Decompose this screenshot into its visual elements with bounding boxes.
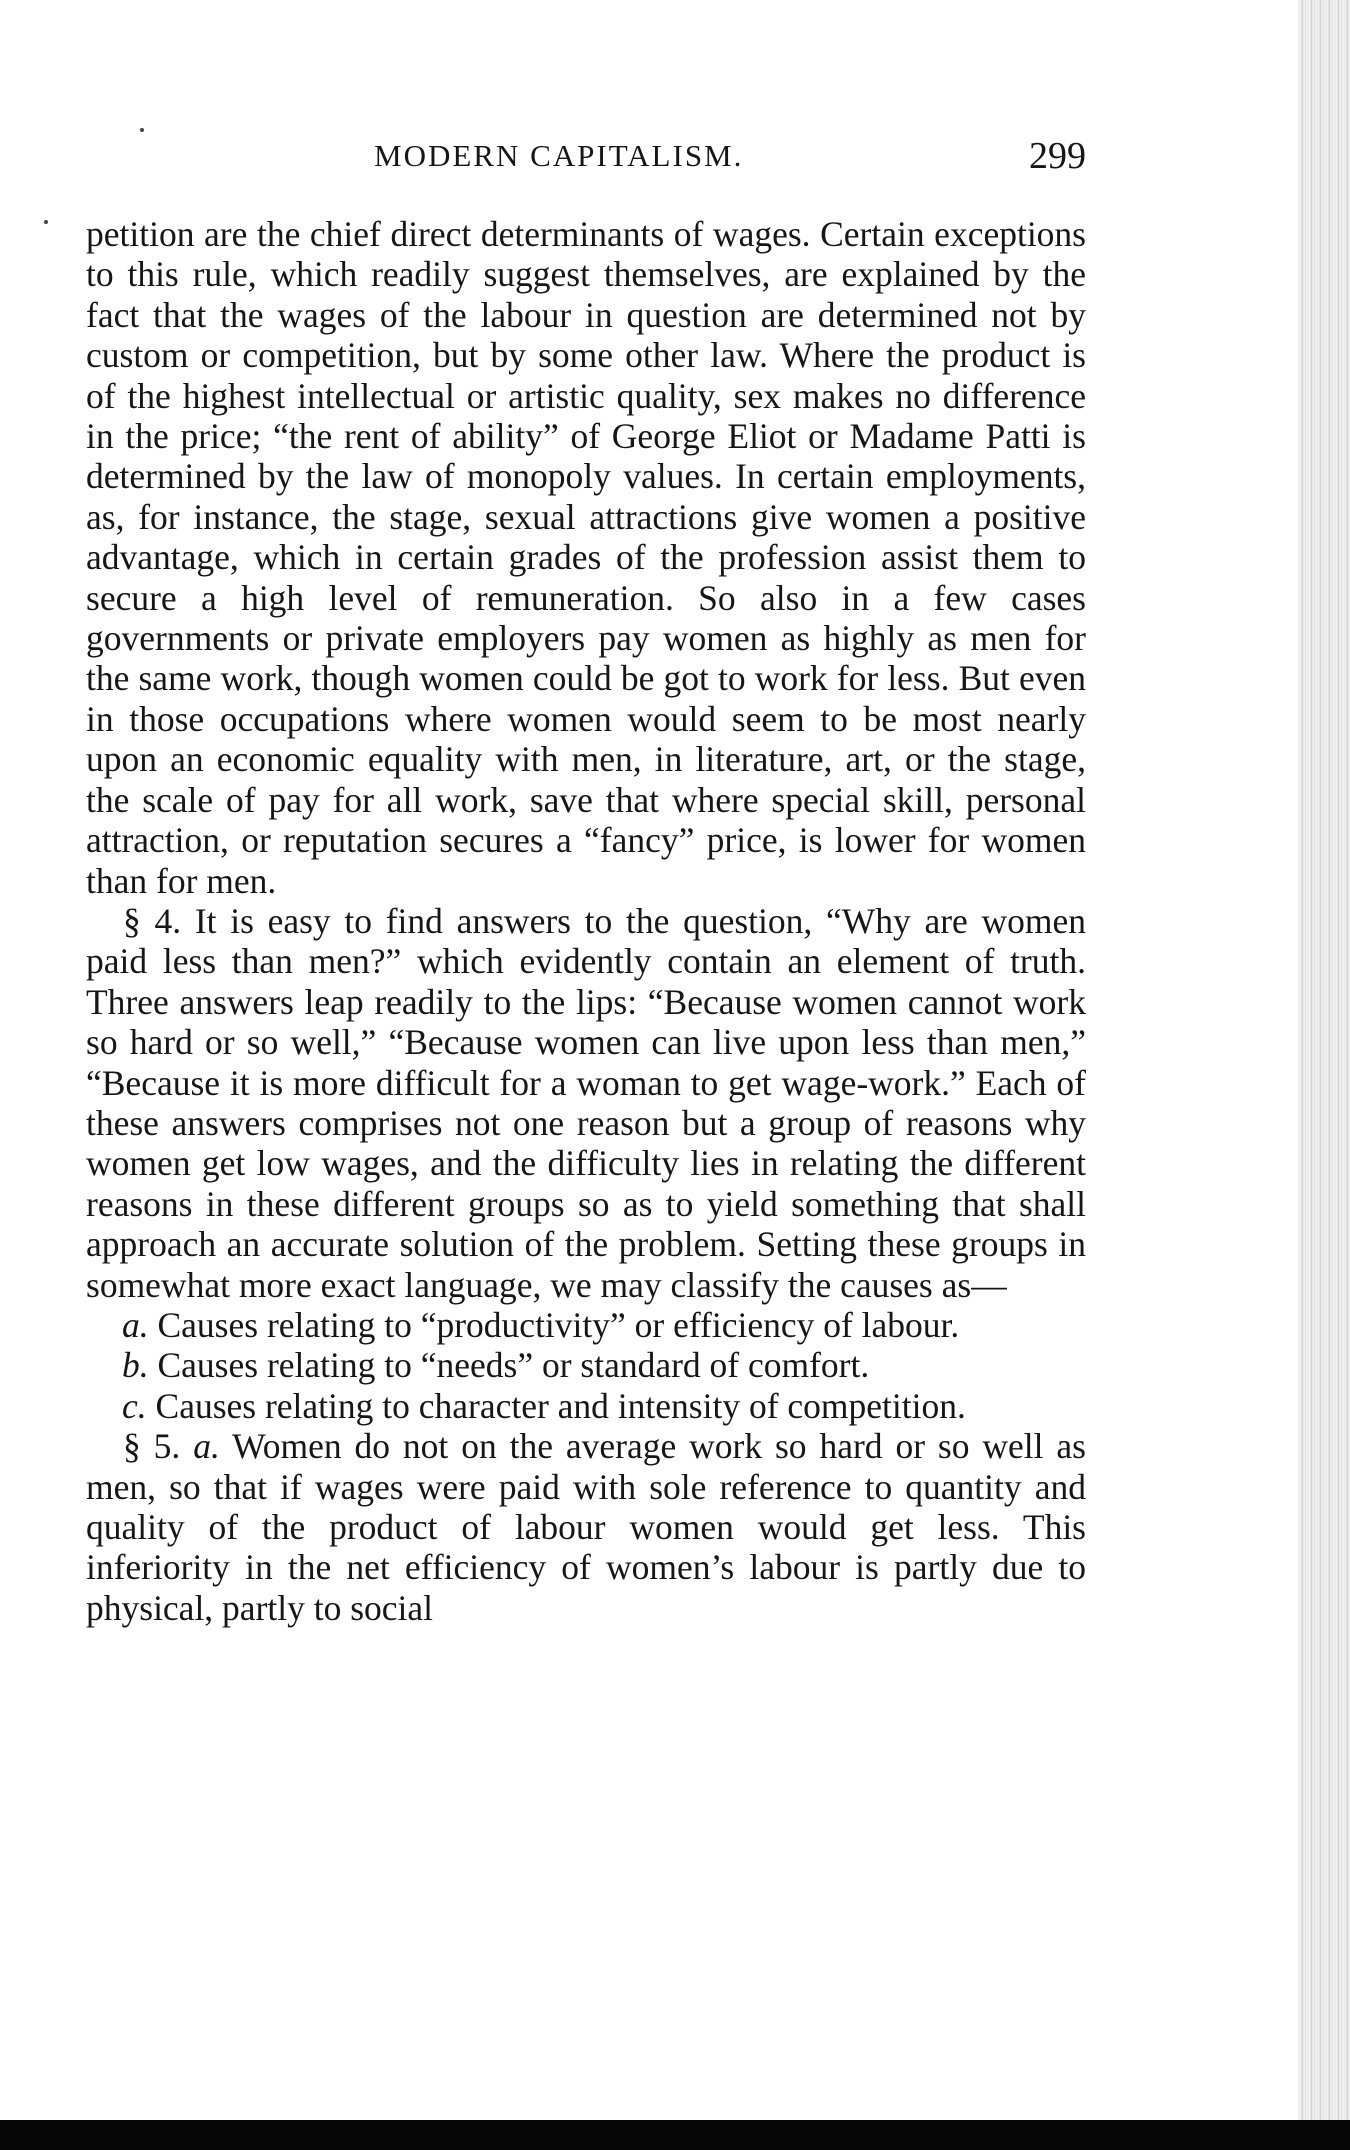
list-item-text — [122, 1345, 1086, 1385]
page-number: 299 — [1029, 135, 1086, 177]
continuation-paragraph: petition are the chief direct determinants of wages. Certain exceptions to this rule, which readily suggest themselves, are explained by the fact that the wages of the labour in question are determined not by custom or competition, but by some other law. Where the product is of the highest intellectual or artistic quality, sex makes no difference in the price; “the rent of ability” of George Eliot or Madame Patti is determined by the law of monopoly values. In certain employments, as, for instance, the stage, sexual attractions give women a positive advantage, which in certain grades of the profession assist them to secure a high level of remuneration. So also in a few cases governments or private employers pay women as highly as men for the same work, though women could be got to work for less. But even in those occupations where women would seem to be most nearly upon an economic equality with men, in literature, art, or the stage, the scale of pay for all work, save that where special skill, personal attraction, or reputation secures a “fancy” price, is lower for women than for men. — [86, 214, 1086, 901]
list-item — [86, 1345, 1086, 1385]
section-4-text: It is easy to find answers to the question, “Why are women paid less than men?” which evidently contain an element of truth. Three answers leap readily to the lips: “Because women cannot work so hard or so well,” “Because women can live upon less than men,” “Because it is more difficult for a woman to get wage-work.” Each of these answers comprises not one reason but a group of reasons why women get low wages, and the difficulty lies in relating the different reasons in these different groups so as to yield something that shall approach an accurate solution of the problem. Setting these groups in somewhat more exact language, we may classify the causes as— — [86, 900, 1087, 1305]
running-title: MODERN CAPITALISM. — [374, 138, 744, 173]
list-item — [86, 1305, 1086, 1345]
list-item-body: Causes relating to character and intensity of competition. — [155, 1385, 966, 1426]
section-4-paragraph — [86, 901, 1086, 1305]
section-5-subsection: a. — [193, 1426, 220, 1467]
body-text — [86, 214, 1086, 1628]
ink-speck — [44, 220, 48, 224]
section-5-text: Women do not on the average work so hard or so well as men, so that if wages were paid with sole reference to quantity and quality of the product of labour women would get less. This inferiority in the net efficiency of women’s labour is partly due to physical, partly to social — [86, 1426, 1086, 1628]
list-item — [86, 1386, 1086, 1426]
page-header — [86, 134, 1086, 180]
ink-speck — [140, 128, 144, 132]
section-4-marker: § 4. — [123, 900, 182, 941]
list-item-letter: b. — [122, 1345, 149, 1386]
list-item-body: Causes relating to “productivity” or efficiency of labour. — [157, 1304, 960, 1345]
list-item-letter: a. — [122, 1304, 149, 1345]
list-item-text — [122, 1305, 1086, 1345]
list-item-text — [122, 1386, 1086, 1426]
section-5-paragraph — [86, 1426, 1086, 1628]
page-binding-edge — [1298, 0, 1350, 2150]
scan-bottom-band — [0, 2120, 1350, 2150]
list-item-letter: c. — [122, 1385, 147, 1426]
section-5-marker: § 5. — [123, 1426, 181, 1467]
list-item-body: Causes relating to “needs” or standard of comfort. — [157, 1345, 870, 1386]
